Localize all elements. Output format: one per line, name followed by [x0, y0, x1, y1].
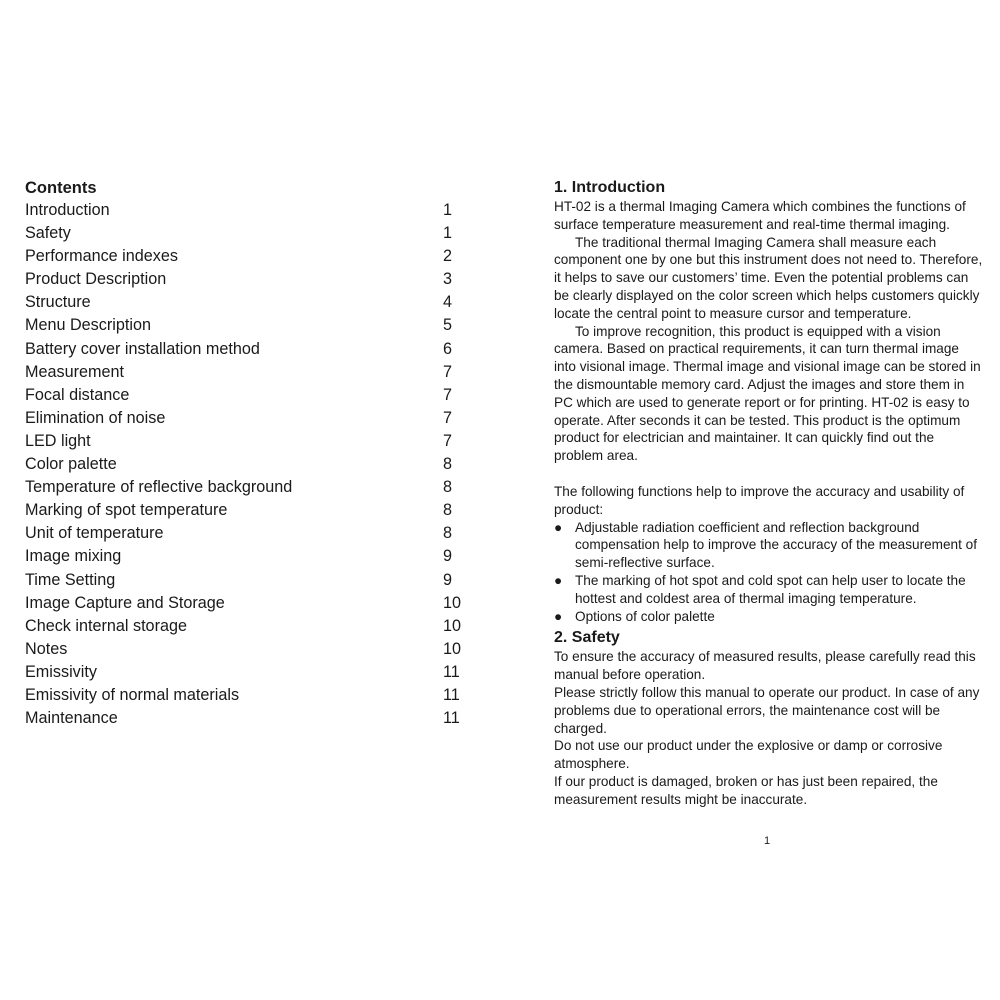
feature-bullet — [554, 608, 984, 626]
toc-entry-title: Color palette — [25, 455, 117, 474]
toc-entry-page: 1 — [443, 224, 453, 243]
toc-entry-page: 8 — [443, 455, 453, 474]
toc-entry-page: 8 — [443, 501, 453, 520]
toc-entry-page: 10 — [443, 593, 462, 612]
toc-entry-title: Structure — [25, 293, 91, 312]
toc-entry — [25, 522, 465, 545]
toc-entry-page: 8 — [443, 524, 453, 543]
bullet-icon: ● — [554, 608, 563, 624]
toc-entry-title: Measurement — [25, 362, 124, 381]
introduction-section — [554, 177, 984, 625]
toc-entry-page: 7 — [443, 408, 453, 427]
toc-entry-page: 4 — [443, 293, 453, 312]
toc-entry — [25, 615, 465, 638]
toc-entry-title: Performance indexes — [25, 247, 178, 266]
bullet-icon: ● — [554, 519, 563, 535]
toc-entry — [25, 592, 465, 615]
toc-entry-title: Notes — [25, 639, 68, 658]
feature-bullet-text: Options of color palette — [575, 608, 715, 624]
toc-entry-title: Check internal storage — [25, 616, 187, 635]
toc-entry — [25, 545, 465, 568]
toc-entry-title: Marking of spot temperature — [25, 501, 228, 520]
contents-heading: Contents — [25, 179, 97, 197]
toc-entry — [25, 684, 465, 707]
safety-heading: 2. Safety — [554, 629, 620, 647]
toc-entry-page: 11 — [443, 709, 460, 728]
toc-entry-title: Temperature of reflective background — [25, 478, 293, 497]
toc-entry — [25, 661, 465, 684]
safety-paragraph: To ensure the accuracy of measured results, please carefully read this manual before operation. — [554, 649, 976, 683]
toc-entry-title: Maintenance — [25, 709, 118, 728]
toc-entry-title: Emissivity — [25, 662, 97, 681]
toc-entry — [25, 569, 465, 592]
feature-bullet — [554, 572, 984, 608]
toc-entry-page: 11 — [443, 685, 460, 704]
feature-bullet — [554, 519, 984, 572]
safety-paragraph: Do not use our product under the explosive or damp or corrosive atmosphere. — [554, 738, 943, 772]
feature-bullet-list — [554, 519, 984, 626]
toc-entry-page: 5 — [443, 316, 453, 335]
toc-entry — [25, 268, 465, 291]
toc-entry-title: Elimination of noise — [25, 408, 166, 427]
toc-entry — [25, 361, 465, 384]
toc-entry-page: 6 — [443, 339, 453, 358]
toc-entry — [25, 476, 465, 499]
toc-entry-title: Time Setting — [25, 570, 116, 589]
toc-entry-page: 9 — [443, 570, 453, 589]
toc-entry-title: Image Capture and Storage — [25, 593, 225, 612]
safety-paragraph: If our product is damaged, broken or has just been repaired, the measurement results might be inaccurate. — [554, 773, 938, 807]
toc-entry — [25, 314, 465, 337]
paragraph-spacer — [554, 465, 984, 483]
feature-bullet-text: The marking of hot spot and cold spot can help user to locate the hottest and coldest area of thermal imaging temperature. — [575, 572, 966, 606]
toc-entry — [25, 338, 465, 361]
toc-entry-page: 8 — [443, 478, 453, 497]
toc-entry-title: LED light — [25, 431, 91, 450]
introduction-paragraph: The traditional thermal Imaging Camera shall measure each component one by one but this instrument does not need to. Therefore, it helps to save our customers’ time. Even the potential problems can be clearly displayed on the color screen which helps customers quickly locate the central point to measure cursor and temperature. — [554, 234, 983, 321]
introduction-heading: 1. Introduction — [554, 179, 666, 196]
toc-entry — [25, 499, 465, 522]
toc-entry-page: 9 — [443, 547, 453, 566]
toc-entry-title: Unit of temperature — [25, 524, 164, 543]
toc-entry-title: Battery cover installation method — [25, 339, 260, 358]
toc-entry-page: 3 — [443, 270, 453, 289]
toc-entry-page: 10 — [443, 616, 462, 635]
introduction-paragraph: To improve recognition, this product is equipped with a vision camera. Based on practical requirements, it can turn thermal image into visional image. Thermal image and visional image can be stored in the dismountable memory card. Adjust the images and store them in PC which are used to generate report or for printing. HT-02 is easy to operate. After seconds it can be tested. This product is the optimum product for electrician and maintainer. It can quickly find out the problem area. — [554, 323, 981, 464]
toc-entry — [25, 384, 465, 407]
toc-entry-page: 7 — [443, 385, 453, 404]
toc-entry — [25, 245, 465, 268]
toc-entry-page: 7 — [443, 362, 453, 381]
safety-paragraph: Please strictly follow this manual to operate our product. In case of any problems due to operational errors, the maintenance cost will be charged. — [554, 684, 980, 736]
toc-entry-title: Emissivity of normal materials — [25, 685, 240, 704]
toc-entry — [25, 291, 465, 314]
toc-entry-page: 2 — [443, 247, 453, 266]
toc-entry-title: Safety — [25, 224, 71, 243]
toc-entry-title: Introduction — [25, 201, 110, 219]
toc-entry — [25, 638, 465, 661]
page-number: 1 — [764, 835, 771, 847]
toc-list — [25, 199, 465, 730]
toc-entry — [25, 453, 465, 476]
toc-entry — [25, 430, 465, 453]
toc-entry-title: Image mixing — [25, 547, 122, 566]
manual-text-column — [554, 177, 984, 809]
toc-entry-title: Focal distance — [25, 385, 130, 404]
toc-entry — [25, 199, 465, 222]
table-of-contents — [25, 177, 465, 730]
toc-entry-page: 11 — [443, 662, 460, 681]
toc-entry-title: Product Description — [25, 270, 167, 289]
feature-bullet-text: Adjustable radiation coefficient and reflection background compensation help to improve the accuracy of the measurement of semi-reflective surface. — [575, 519, 977, 571]
toc-entry — [25, 407, 465, 430]
bullet-icon: ● — [554, 572, 563, 588]
toc-entry-title: Menu Description — [25, 316, 151, 335]
toc-entry — [25, 707, 465, 730]
toc-entry-page: 10 — [443, 639, 462, 658]
introduction-paragraph: HT-02 is a thermal Imaging Camera which combines the functions of surface temperature measurement and real-time thermal imaging. — [554, 199, 966, 232]
toc-entry — [25, 222, 465, 245]
toc-entry-page: 7 — [443, 431, 453, 450]
safety-section — [554, 627, 984, 808]
toc-entry-page: 1 — [443, 201, 453, 219]
introduction-paragraph: The following functions help to improve the accuracy and usability of product: — [554, 483, 965, 517]
